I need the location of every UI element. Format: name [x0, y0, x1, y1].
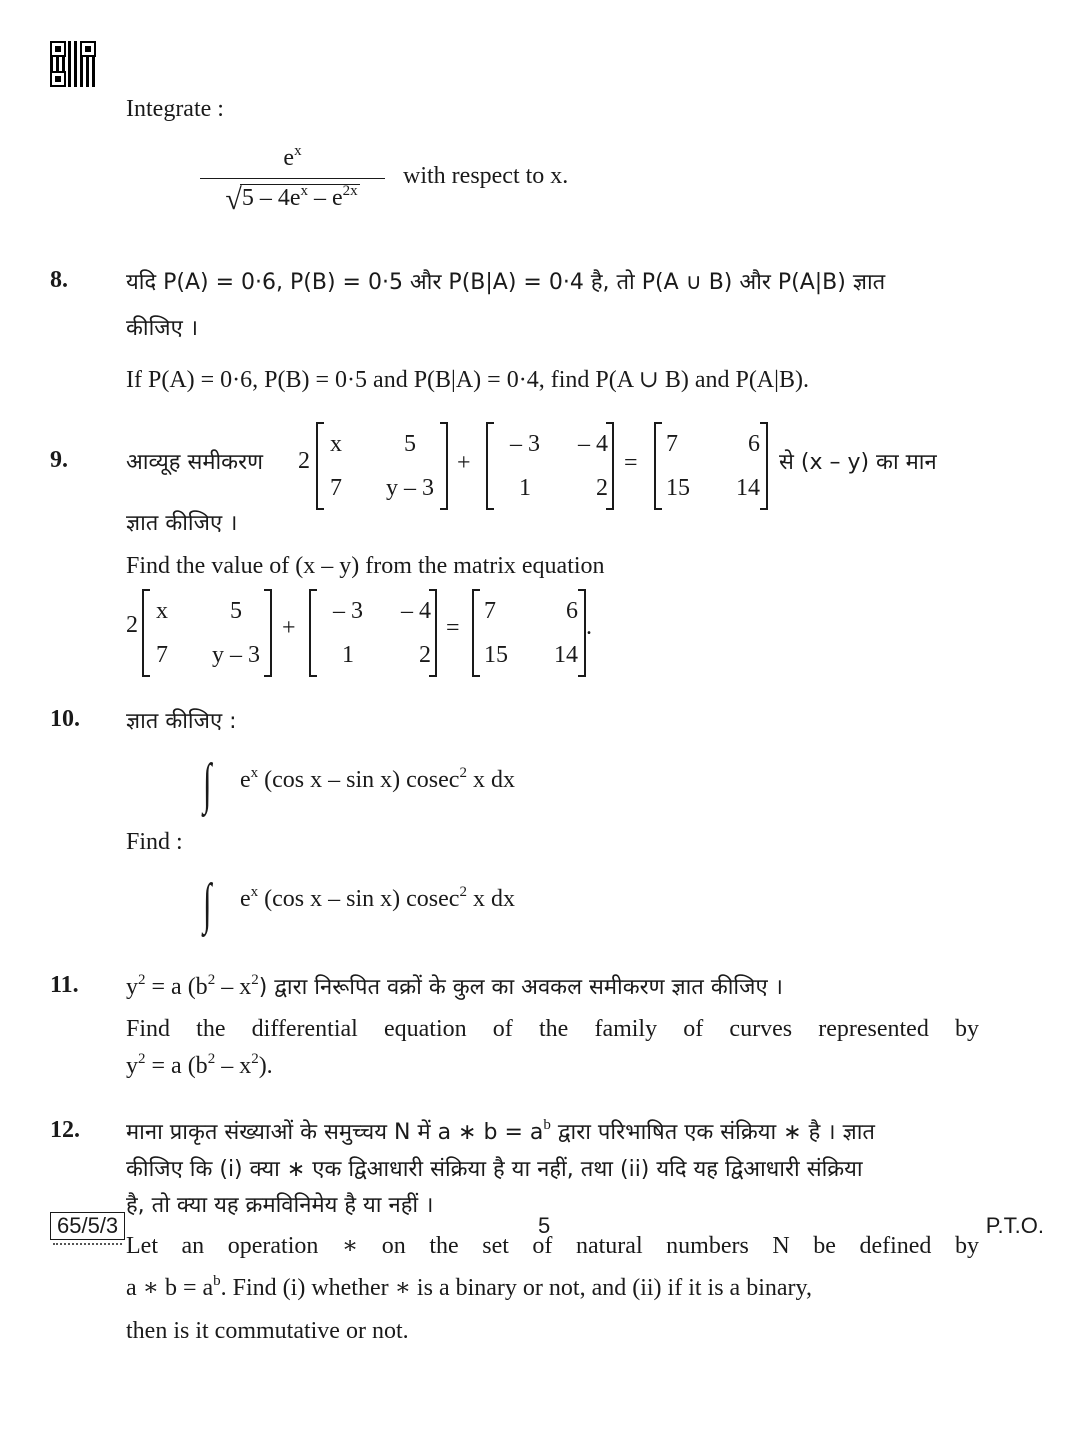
page-number: 5 [538, 1213, 551, 1238]
q11-hindi: $y^2 = a$ $(b^2 - x^2)$ द्वारा निरूपित वक्रों के कुल का अवकल समीकरण ज्ञात कीजिए । [126, 972, 783, 1000]
q9-matrix-1-en: x 5 7 y – 3 [142, 589, 272, 677]
q10-integrand-2: $e^x$ (cos x – sin x) cosec$^2$ x dx [240, 884, 515, 912]
q7-suffix: with respect to x. [403, 163, 569, 189]
q9-matrix-2: – 3 – 4 1 2 [486, 422, 614, 510]
q12-hindi-line2: कीजिए कि (i) क्या ∗ एक द्विआधारी संक्रिया है या नहीं, तथा (ii) यदि यह द्विआधारी संक्रिया [126, 1157, 863, 1182]
q11-number: 11. [50, 972, 79, 998]
q10-integrand-1: $e^x$ (cos x – sin x) cosec$^2$ x dx [240, 765, 515, 793]
q8-hindi-line2: कीजिए । [126, 316, 199, 341]
q12-number: 12. [50, 1117, 80, 1143]
q9-equals-en: = [446, 615, 460, 641]
q7-label: Integrate : [126, 96, 224, 122]
q7-fraction: $e^x$ $√5 - 4e^x - e^{2x}$ [200, 140, 385, 216]
q9-hindi-suffix: से (x – y) का मान [779, 450, 937, 475]
q8-number: 8. [50, 267, 68, 293]
q9-equals: = [624, 450, 638, 476]
q9-number: 9. [50, 447, 68, 473]
q12-english-line3: then is it commutative or not. [126, 1318, 409, 1344]
q11-english-line2: $y^2 = a$ $(b^2 - x^2)$. [126, 1051, 273, 1079]
q9-matrix-1: x 5 7 y – 3 [316, 422, 448, 510]
q12-hindi-line3: है, तो क्या यह क्रमविनिमेय है या नहीं । [126, 1193, 434, 1218]
q9-end-period: . [586, 614, 592, 640]
q9-plus-en: + [282, 615, 296, 641]
q10-integral-sign-1: ∫ [203, 753, 212, 815]
q9-matrix-2-en: – 3 – 4 1 2 [309, 589, 437, 677]
q9-hindi-prefix: आव्यूह समीकरण [126, 450, 263, 475]
q10-number: 10. [50, 706, 80, 732]
q11-english-line1: Find the differential equation of the family of curves represented by [126, 1016, 979, 1042]
q8-english: If P(A) = 0·6, P(B) = 0·5 and P(B|A) = 0·4, find P(A ∪ B) and P(A|B). [126, 367, 809, 393]
paper-code: 65/5/3 [50, 1212, 125, 1240]
q9-matrix-3-en: 7 6 15 14 [472, 589, 586, 677]
q9-coef: 2 [298, 448, 310, 474]
q9-hindi-line2: ज्ञात कीजिए । [126, 511, 238, 536]
q10-hindi-label: ज्ञात कीजिए : [126, 709, 237, 734]
pto-label: P.T.O. [985, 1213, 1044, 1238]
q10-english-label: Find : [126, 829, 183, 855]
q12-english-line2: a ∗ $b = a^b$. Find (i) whether ∗ is a binary or not, and (ii) if it is a binary, [126, 1273, 812, 1301]
qr-code-icon [50, 41, 96, 87]
q12-english-line1: Let an operation ∗ on the set of natural numbers N be defined by [126, 1233, 979, 1259]
q9-english: Find the value of (x – y) from the matrix equation [126, 553, 605, 579]
q8-hindi-line1: यदि P(A) = 0·6, P(B) = 0·5 और P(B|A) = 0·4 है, तो P(A ∪ B) और P(A|B) ज्ञात [126, 270, 886, 295]
q10-integral-sign-2: ∫ [203, 873, 212, 935]
q9-plus: + [457, 450, 471, 476]
q9-matrix-3: 7 6 15 14 [654, 422, 768, 510]
q9-coef-en: 2 [126, 612, 138, 638]
q12-hindi-line1: माना प्राकृत संख्याओं के समुच्चय N में a ∗ $b = a^b$ द्वारा परिभाषित एक संक्रिया ∗ है । ज्ञात [126, 1117, 875, 1145]
